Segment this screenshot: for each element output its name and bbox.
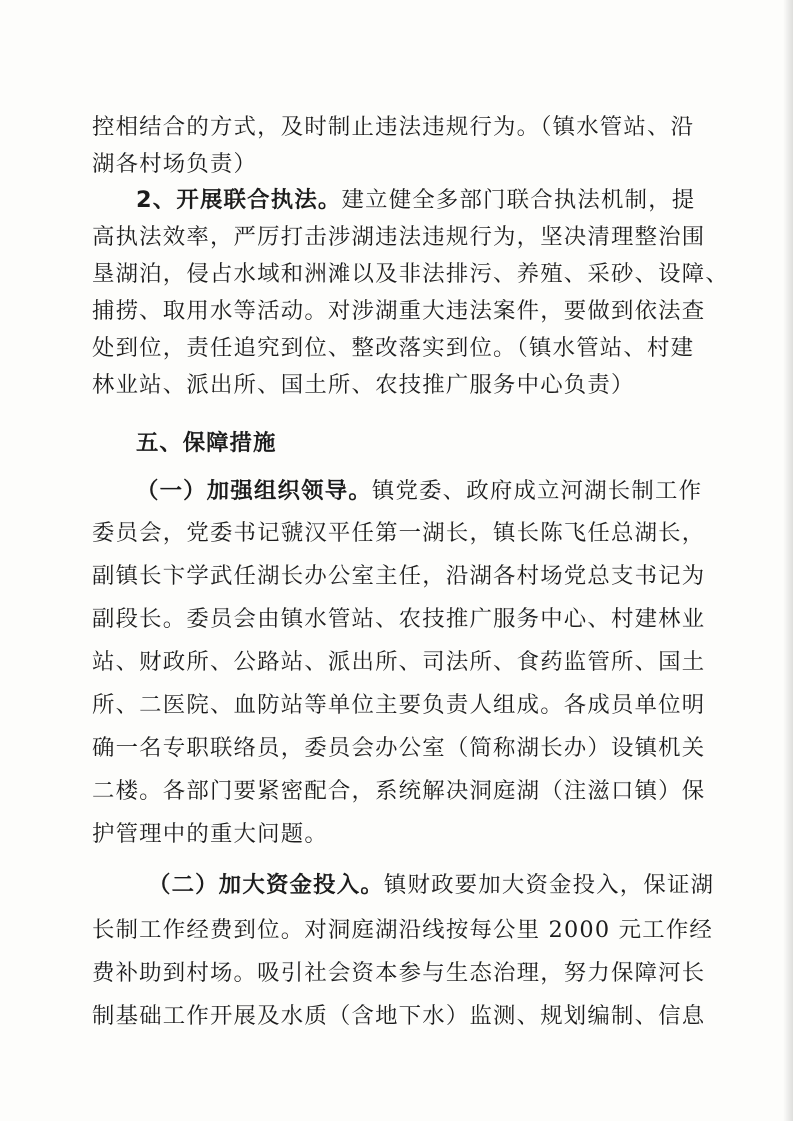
- paragraph-line: 捕捞、取用水等活动。对涉湖重大违法案件，要做到依法查: [92, 298, 706, 324]
- paragraph-line: 二楼。各部门要紧密配合，系统解决洞庭湖（注滋口镇）保: [92, 778, 706, 804]
- paragraph-line: 所、二医院、血防站等单位主要负责人组成。各成员单位明: [92, 692, 706, 718]
- paragraph-line: 护管理中的重大问题。: [92, 821, 328, 847]
- paragraph-line: 湖各村场负责）: [92, 151, 258, 177]
- scan-edge-shadow: [783, 0, 793, 1121]
- paragraph-line: 副镇长卞学武任湖长办公室主任，沿湖各村场党总支书记为: [92, 563, 706, 589]
- paragraph-text: 建立健全多部门联合执法机制，提: [341, 187, 696, 213]
- paragraph-line: 确一名专职联络员，委员会办公室（简称湖长办）设镇机关: [92, 735, 706, 761]
- subheading-funding: （二）加大资金投入。: [148, 872, 384, 898]
- paragraph-line: 控相结合的方式，及时制止违法违规行为。（镇水管站、沿: [92, 114, 695, 140]
- paragraph-line: [136, 185, 695, 215]
- paragraph-text: 镇党委、政府成立河湖长制工作: [371, 478, 703, 504]
- paragraph-line: 站、财政所、公路站、派出所、司法所、食药监管所、国土: [92, 649, 706, 675]
- paragraph-line: 处到位，责任追究到位、整改落实到位。（镇水管站、村建: [92, 335, 695, 361]
- paragraph-line: 费补助到村场。吸引社会资本参与生态治理，努力保障河长: [92, 960, 706, 986]
- paragraph-line: 长制工作经费到位。对洞庭湖沿线按每公里 2000 元工作经: [92, 917, 714, 943]
- section-heading: 五、保障措施: [136, 430, 277, 456]
- subheading-org-leadership: （一）加强组织领导。: [136, 478, 372, 504]
- paragraph-line: [136, 476, 702, 506]
- paragraph-line: 副段长。委员会由镇水管站、农技推广服务中心、村建林业: [92, 606, 706, 632]
- paragraph-line: 制基础工作开展及水质（含地下水）监测、规划编制、信息: [92, 1003, 706, 1029]
- paragraph-line: 垦湖泊，侵占水域和洲滩以及非法排污、养殖、采砂、设障、: [92, 261, 729, 287]
- paragraph-line: 委员会，党委书记虢汉平任第一湖长，镇长陈飞任总湖长，: [92, 520, 706, 546]
- paragraph-text: 镇财政要加大资金投入，保证湖: [383, 872, 715, 898]
- paragraph-line: 林业站、派出所、国土所、农技推广服务中心负责）: [92, 372, 635, 398]
- subheading-joint-enforcement: 2、开展联合执法。: [136, 187, 342, 213]
- paragraph-line: [148, 870, 714, 900]
- paragraph-line: 高执法效率，严厉打击涉湖违法违规行为，坚决清理整治围: [92, 224, 706, 250]
